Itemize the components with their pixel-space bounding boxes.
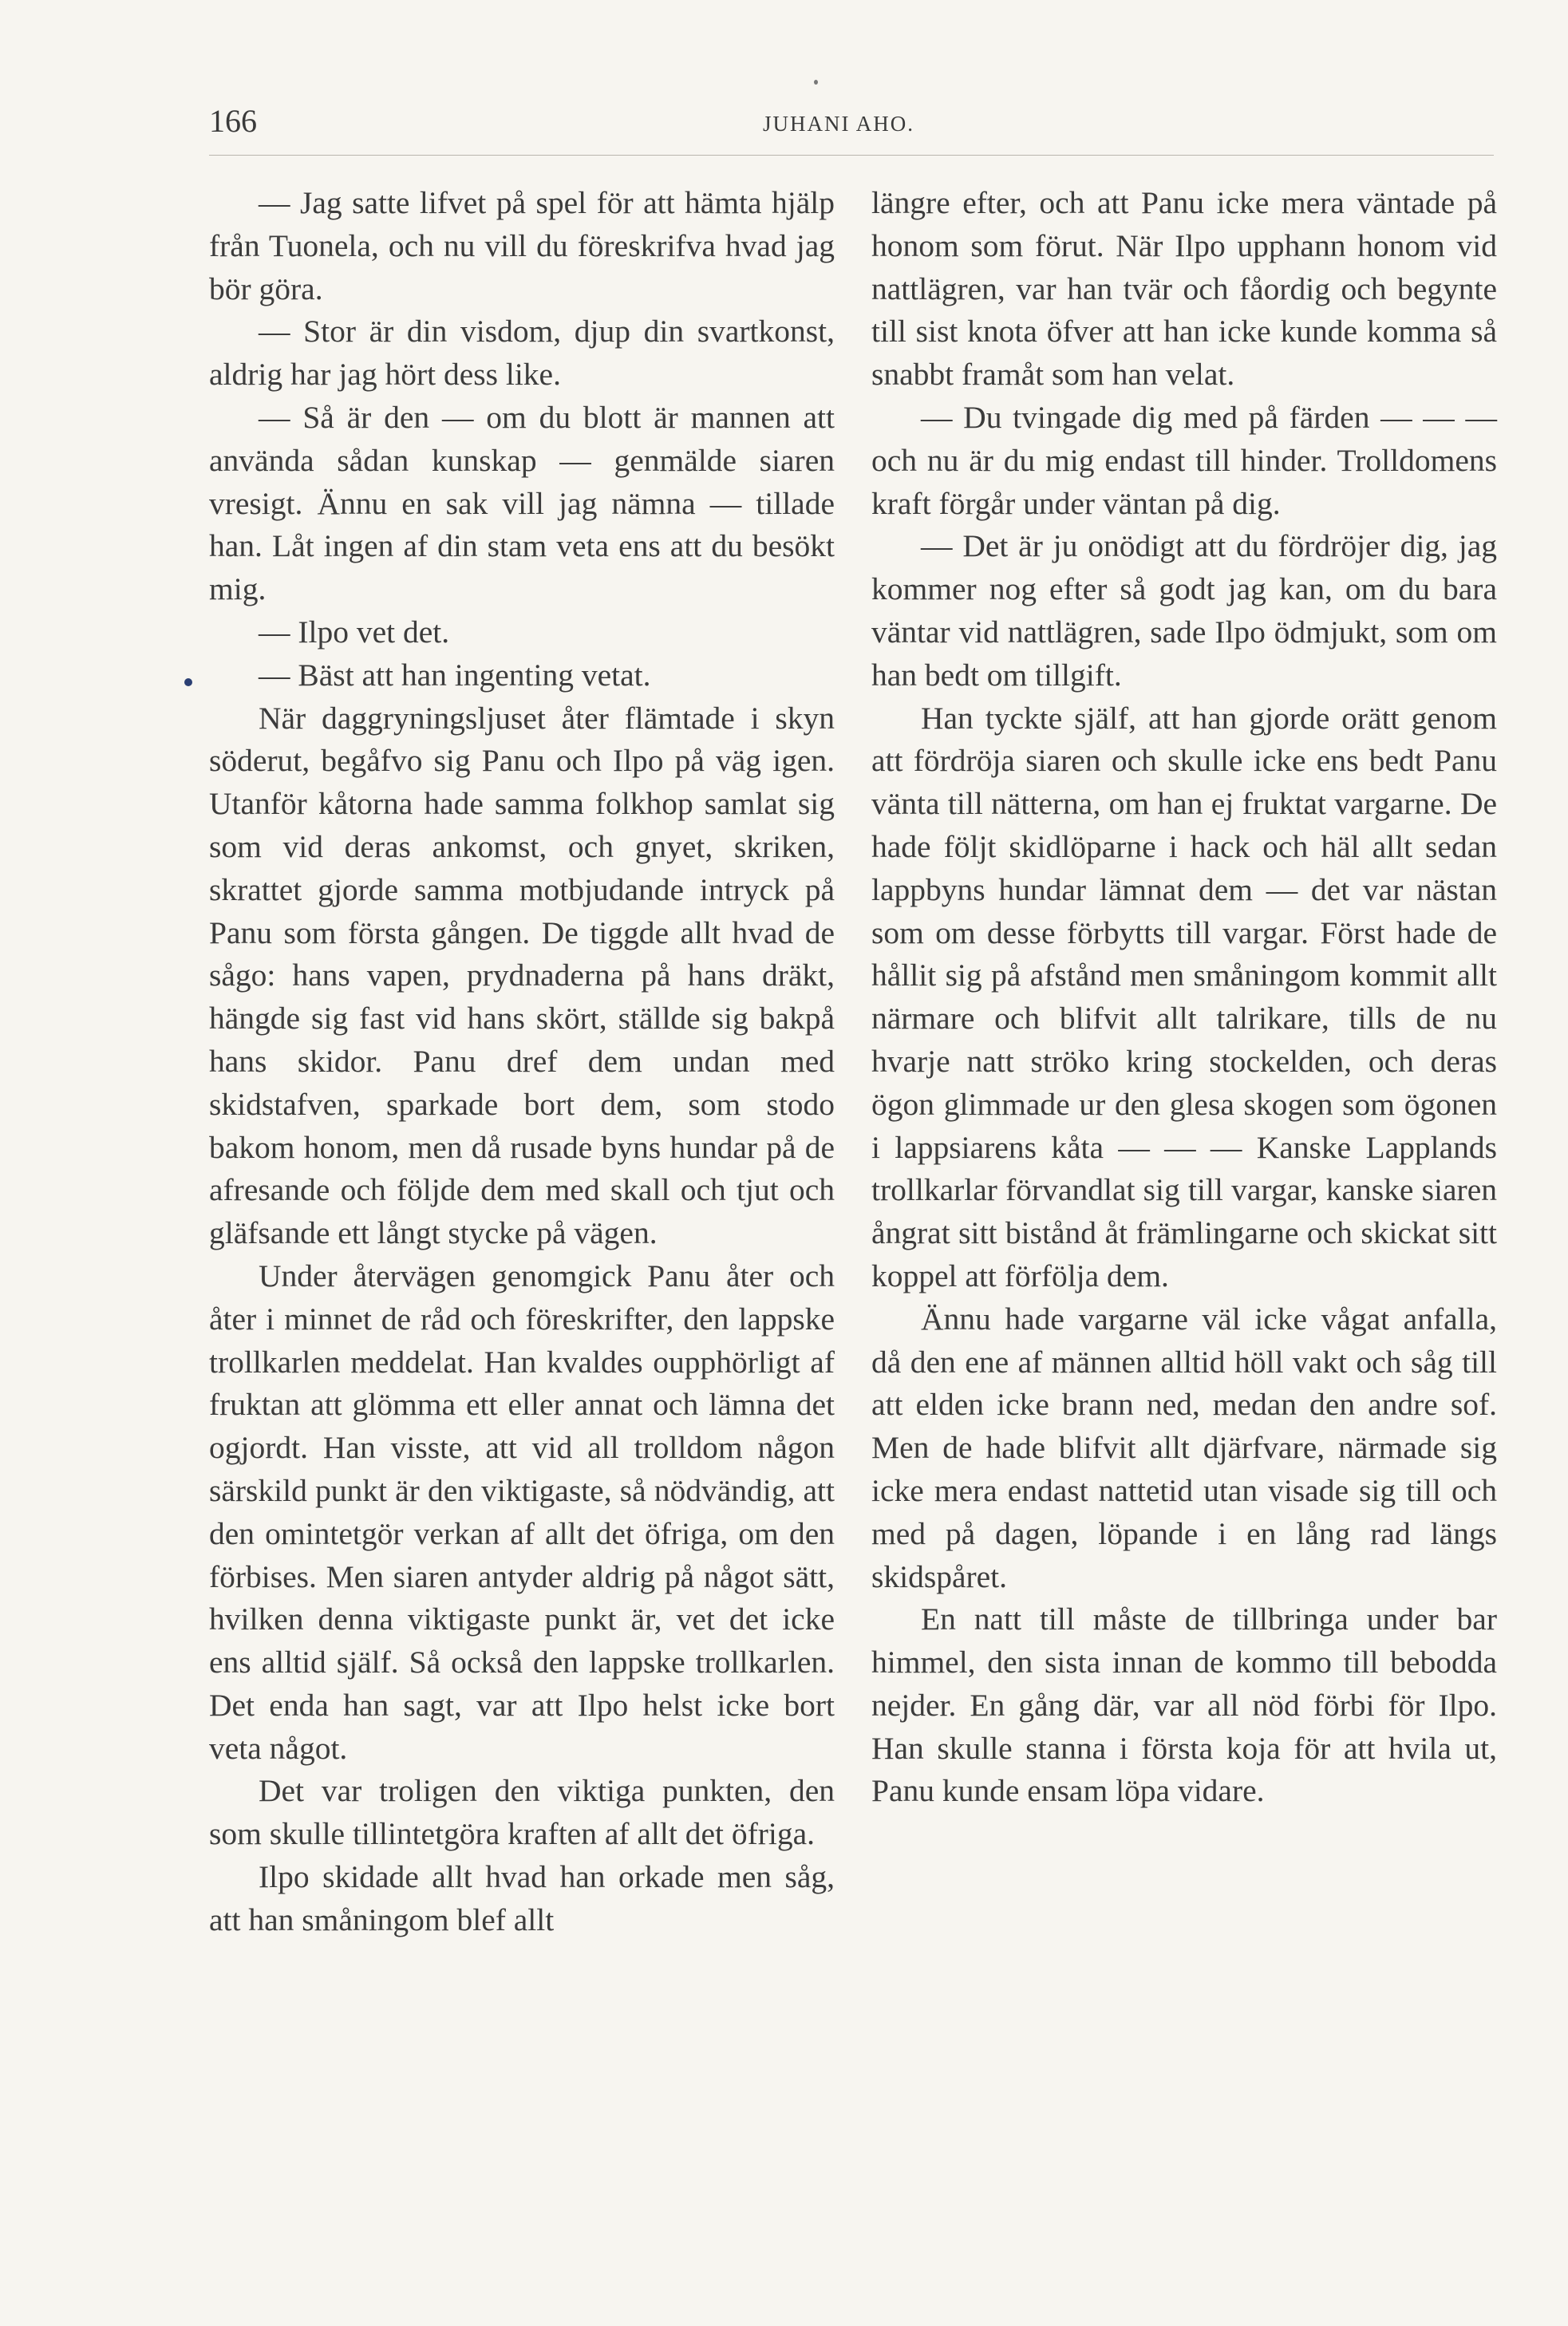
paragraph: — Stor är din visdom, djup din svartkonst, aldrig har jag hört dess like. <box>209 314 835 393</box>
paper-speck <box>814 80 818 85</box>
paragraph: — Bäst att han ingenting vetat. <box>259 657 651 693</box>
paragraph: Ilpo skidade allt hvad han orkade men såg, att han småningom blef allt <box>209 1859 835 1937</box>
paragraph: — Ilpo vet det. <box>259 614 450 650</box>
paragraph: Under återvägen genomgick Panu åter och åter i minnet de råd och föreskrifter, den lappske trollkarlen meddelat. Han kvaldes oupphörligt af fruktan att glömma ett eller annat och lämna det ogjordt. Han visste, att vid all trolldom någon särskild punkt är den viktigaste, så nödvändig, att den omintetgör verkan af allt det öfriga, om den förbises. Men siaren antyder aldrig på något sätt, hvilken denna viktigaste punkt är, vet det icke ens alltid själf. Så också den lappske trollkarlen. Det enda han sagt, var att Ilpo helst icke bort veta något. <box>209 1258 835 1766</box>
paragraph: När daggryningsljuset åter flämtade i skyn söderut, begåfvo sig Panu och Ilpo på väg igen. Utanför kåtorna hade samma folkhop samlat sig som vid deras ankomst, och gnyet, skriken, skrattet gjorde samma motbjudande intryck på Panu som första gången. De tiggde allt hvad de sågo: hans vapen, prydnaderna på hans dräkt, hängde sig fast vid hans skört, ställde sig bakpå hans skidor. Panu dref dem undan med skidstafven, sparkade bort dem, som stodo bakom honom, men då rusade byns hundar på de afresande och följde dem med skall och tjut och gläfsande ett långt stycke på vägen. <box>209 700 835 1251</box>
paragraph: — Jag satte lifvet på spel för att hämta hjälp från Tuonela, och nu vill du föreskrifva hvad jag bör göra. <box>209 185 835 306</box>
right-column <box>871 182 1497 1813</box>
paragraph: — Du tvingade dig med på färden — — — och nu är du mig endast till hinder. Trolldomens kraft förgår under väntan på dig. <box>871 399 1497 521</box>
paragraph: Ännu hade vargarne väl icke vågat anfalla, då den ene af männen alltid höll vakt och såg till att elden icke brann ned, medan den andre sof. Men de hade blifvit allt djärfvare, närmade sig icke mera endast nattetid utan visade sig till och med på dagen, löpande i en lång rad längs skidspåret. <box>871 1301 1497 1594</box>
left-column <box>209 182 835 1942</box>
running-title: JUHANI AHO. <box>763 112 914 136</box>
paragraph: Det var troligen den viktiga punkten, den som skulle tillintetgöra kraften af allt det öfriga. <box>209 1773 835 1852</box>
header-rule <box>209 155 1494 156</box>
paragraph: — Det är ju onödigt att du fördröjer dig, jag kommer nog efter så godt jag kan, om du bara väntar vid nattlägren, sade Ilpo ödmjukt, som om han bedt om tillgift. <box>871 528 1497 693</box>
paragraph-continued: längre efter, och att Panu icke mera väntade på honom som förut. När Ilpo upphann honom vid nattlägren, var han tvär och fåordig och begynte till sist knota öfver att han icke kunde komma så snabbt framåt som han velat. <box>871 185 1497 393</box>
paragraph: Han tyckte själf, att han gjorde orätt genom att fördröja siaren och skulle icke ens bedt Panu vänta till nätterna, om han ej fruktat vargarne. De hade följt skidlöparne i hack och häl allt sedan lappbyns hundar lämnat dem — det var nästan som om desse förbytts till vargar. Först hade de hållit sig på afstånd men småningom kommit allt närmare och blifvit allt talrikare, tills de nu hvarje natt ströko kring stockelden, och deras ögon glimmade ur den glesa skogen som ögonen i lappsiarens kåta — — — Kanske Lapplands trollkarlar förvandlat sig till vargar, kanske siaren ångrat sitt bistånd åt främlingarne och skickat sitt koppel att förfölja dem. <box>871 700 1497 1293</box>
page-number: 166 <box>209 103 257 139</box>
paragraph: En natt till måste de tillbringa under bar himmel, den sista innan de kommo till bebodda nejder. En gång där, var all nöd förbi för Ilpo. Han skulle stanna i första koja för att hvila ut, Panu kunde ensam löpa vidare. <box>871 1601 1497 1809</box>
paragraph: — Så är den — om du blott är mannen att använda sådan kunskap — genmälde siaren vresigt. Ännu en sak vill jag nämna — tillade han. Låt ingen af din stam veta ens att du besökt mig. <box>209 399 835 607</box>
margin-ink-dot <box>184 678 192 686</box>
